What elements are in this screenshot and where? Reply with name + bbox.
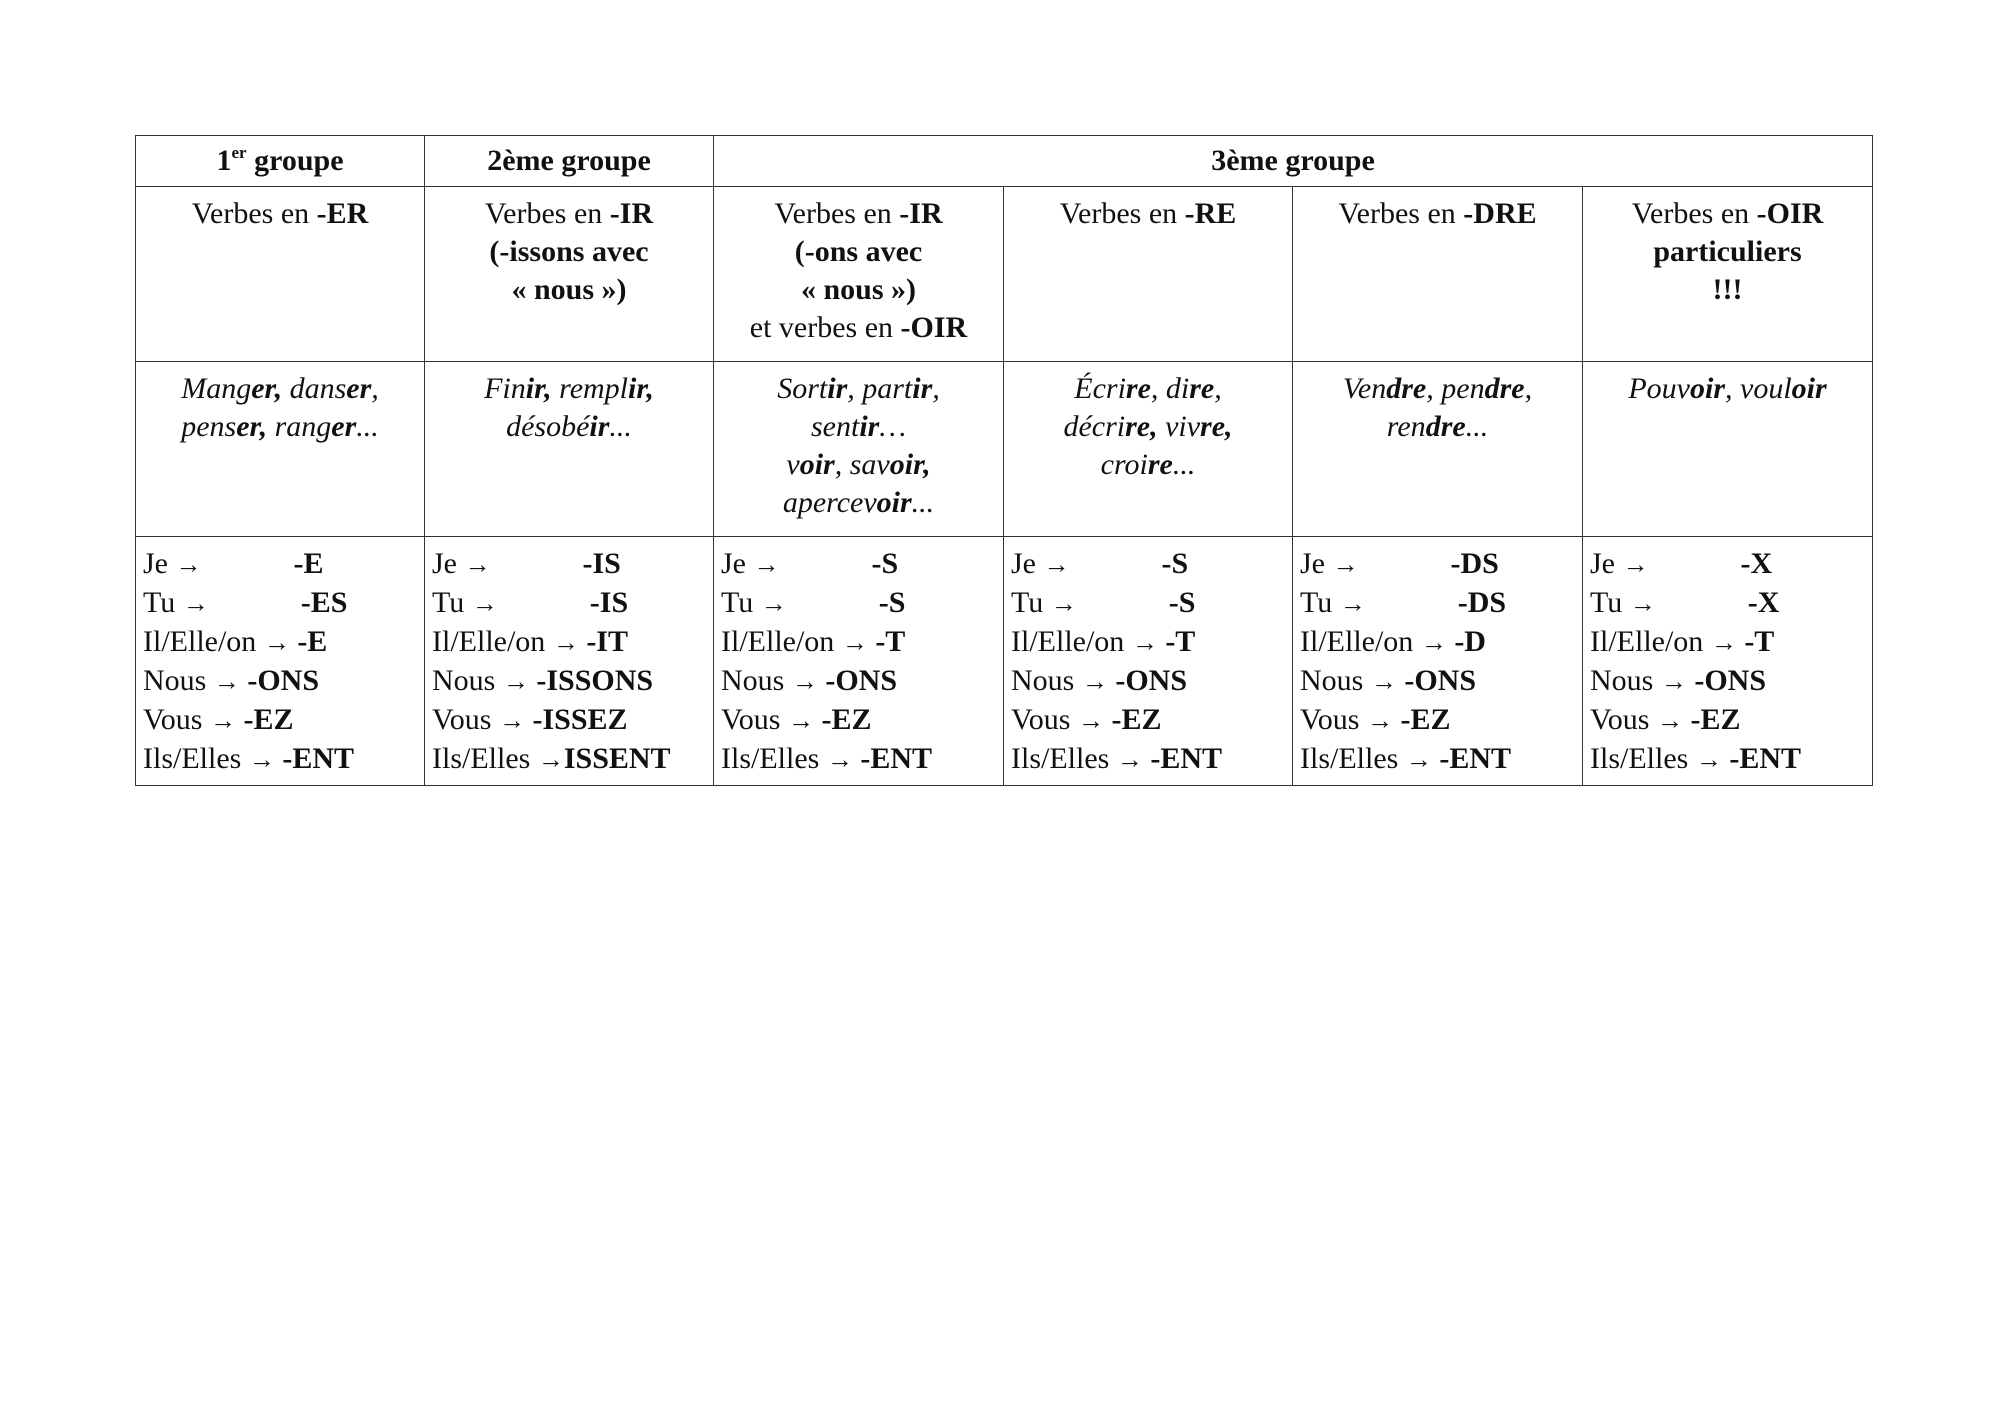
ending-line [1300,662,1582,701]
pronoun: Nous [143,664,207,697]
bold-segment: re [1147,448,1173,481]
ending-line [432,545,713,584]
arrow-icon: → [1405,745,1432,774]
verb-type-cell [1583,187,1873,362]
example-verbs-line [1293,408,1582,446]
verb-type-row [136,187,1873,362]
ending-line [143,740,424,779]
ending-line [721,623,1003,662]
text-segment: … [879,410,907,443]
ending-line [143,545,424,584]
verb-type-line [136,195,424,233]
text-segment: Fin [484,372,526,405]
ending-line [721,701,1003,740]
arrow-icon: → [760,589,787,618]
text-segment: viv [1157,410,1201,443]
ending-suffix: -ISSONS [536,664,654,697]
verb-type-cell [136,187,425,362]
bold-segment: oir [1791,372,1827,405]
pronoun: Il/Elle/on [1011,625,1125,658]
arrow-icon: → [537,745,564,774]
ending-suffix: -ES [300,586,348,619]
pronoun: Ils/Elles [143,742,242,775]
text-segment: rang [267,410,332,443]
pronoun: Il/Elle/on [1590,625,1704,658]
text-segment: ... [1172,448,1196,481]
pronoun: Vous [432,703,492,736]
bold-segment: ir [859,410,880,443]
bold-segment: particuliers [1653,235,1802,268]
ending-suffix: -ONS [1694,664,1767,697]
pronoun: Ils/Elles [1011,742,1110,775]
bold-segment: er, [251,372,283,405]
example-verbs-line [1293,370,1582,408]
text-segment: Verbes en [1338,197,1464,230]
text-segment: , pen [1426,372,1485,405]
arrow-icon: → [1622,550,1649,579]
bold-segment: (-ons avec [794,235,923,268]
text-segment: croi [1100,448,1148,481]
verb-type-line [714,233,1003,271]
pronoun: Il/Elle/on [432,625,546,658]
verb-type-cell [1004,187,1293,362]
bold-segment: er [331,410,357,443]
endings-cell [1583,537,1873,786]
arrow-icon: → [1366,706,1393,735]
pronoun: Je [1590,547,1615,580]
text-segment: , sav [834,448,890,481]
example-verbs-cell [425,362,714,537]
ending-suffix: -EZ [1400,703,1451,736]
pronoun: Ils/Elles [432,742,531,775]
ending-suffix: -T [875,625,906,658]
text-segment: Verbes en [1059,197,1185,230]
bold-segment: oir, [889,448,931,481]
text-segment: , [1524,372,1533,405]
ending-suffix: -S [878,586,906,619]
ending-line [721,584,1003,623]
example-verbs-cell [1004,362,1293,537]
text-segment: Pouv [1628,372,1690,405]
pronoun: Ils/Elles [1590,742,1689,775]
pronoun: Je [432,547,457,580]
arrow-icon: → [1131,628,1158,657]
pronoun: Vous [721,703,781,736]
text-segment: , [1214,372,1222,405]
example-verbs-line [425,408,713,446]
arrow-icon: → [1043,550,1070,579]
text-segment: ... [1465,410,1489,443]
bold-segment: « nous ») [511,273,627,306]
text-segment: Mang [181,372,252,405]
verb-type-cell [714,187,1004,362]
ending-line [721,740,1003,779]
bold-segment: ir, [525,372,552,405]
text-segment: Écri [1074,372,1126,405]
ending-suffix: -EZ [243,703,294,736]
example-verbs-cell [1583,362,1873,537]
bold-segment: re, [1125,410,1158,443]
text-segment: , [932,372,940,405]
arrow-icon: → [209,706,236,735]
arrow-icon: → [753,550,780,579]
example-verbs-line [1004,370,1292,408]
bold-segment: -IR [609,197,654,230]
header-group-1 [136,136,425,187]
text-segment: Ven [1342,372,1387,405]
arrow-icon: → [182,589,209,618]
arrow-icon: → [1339,589,1366,618]
ending-line [1590,701,1872,740]
verb-type-cell [1293,187,1583,362]
pronoun: Tu [143,586,176,619]
arrow-icon: → [1710,628,1737,657]
header-group-1-superscript: er [231,143,247,162]
example-verbs-line [425,370,713,408]
header-group-1-word: groupe [246,144,344,177]
bold-segment: -IR [899,197,943,230]
ending-suffix: -E [293,547,324,580]
examples-row [136,362,1873,537]
ending-suffix: -ONS [247,664,320,697]
arrow-icon: → [1081,667,1108,696]
endings-cell [714,537,1004,786]
bold-segment: -OIR [1756,197,1824,230]
bold-segment: oir [799,448,835,481]
bold-segment: er [346,372,372,405]
endings-cell [1004,537,1293,786]
bold-segment: dre [1386,372,1427,405]
arrow-icon: → [552,628,579,657]
pronoun: Je [1011,547,1036,580]
pronoun: Ils/Elles [1300,742,1399,775]
ending-suffix: -ISSEZ [532,703,628,736]
verb-type-cell [425,187,714,362]
bold-segment: « nous ») [800,273,917,306]
ending-line [1011,701,1292,740]
verb-type-line [425,233,713,271]
bold-segment: ir [827,372,848,405]
text-segment: décri [1063,410,1126,443]
bold-segment: er, [236,410,268,443]
example-verbs-cell [714,362,1004,537]
ending-suffix: -ENT [1439,742,1512,775]
header-group-2: 2ème groupe [425,136,714,187]
arrow-icon: → [1116,745,1143,774]
ending-line [721,662,1003,701]
ending-line [1011,545,1292,584]
ending-line [1011,740,1292,779]
example-verbs-cell [1293,362,1583,537]
text-segment: Sort [777,372,828,405]
text-segment: ... [356,410,379,443]
arrow-icon: → [471,589,498,618]
text-segment: dans [282,372,347,405]
ending-line [143,701,424,740]
pronoun: Vous [1011,703,1071,736]
arrow-icon: → [498,706,525,735]
pronoun: Vous [1590,703,1650,736]
ending-line [143,623,424,662]
verb-type-line [425,271,713,309]
arrow-icon: → [263,628,290,657]
bold-segment: ir, [628,372,654,405]
text-segment: sent [810,410,860,443]
bold-segment: -DRE [1463,197,1537,230]
ending-line [1590,740,1872,779]
arrow-icon: → [826,745,853,774]
arrow-icon: → [464,550,491,579]
ending-suffix: -ONS [825,664,898,697]
pronoun: Je [143,547,168,580]
pronoun: Je [1300,547,1325,580]
ending-line [143,584,424,623]
ending-suffix: -EZ [1111,703,1162,736]
ending-line [432,740,713,779]
ending-suffix: -EZ [1690,703,1741,736]
ending-line [1300,545,1582,584]
example-verbs-line [1004,408,1292,446]
ending-suffix: -T [1744,625,1775,658]
ending-suffix: -DS [1450,547,1499,580]
pronoun: Je [721,547,746,580]
endings-cell [425,537,714,786]
ending-suffix: -DS [1457,586,1507,619]
ending-suffix: -IT [586,625,628,658]
verb-type-line [1004,195,1292,233]
pronoun: Tu [1590,586,1623,619]
example-verbs-line [136,370,424,408]
bold-segment: -ER [316,197,369,230]
arrow-icon: → [791,667,818,696]
text-segment: Verbes en [1631,197,1757,230]
pronoun: Nous [721,664,785,697]
bold-segment: dre [1425,410,1466,443]
arrow-icon: → [248,745,275,774]
text-segment: Verbes en [484,197,610,230]
example-verbs-line [714,370,1003,408]
group-header-row [136,136,1873,187]
arrow-icon: → [213,667,240,696]
pronoun: Tu [432,586,465,619]
arrow-icon: → [502,667,529,696]
ending-suffix: -D [1454,625,1486,658]
pronoun: Tu [721,586,754,619]
ending-line [1011,662,1292,701]
bold-segment: ir [589,410,610,443]
bold-segment: -OIR [900,311,968,344]
ending-suffix: -S [871,547,899,580]
verb-type-line [1583,271,1872,309]
ending-line [1300,623,1582,662]
ending-suffix: -ENT [282,742,355,775]
text-segment: v [786,448,800,481]
conjugation-table [135,135,1873,786]
ending-line [1011,584,1292,623]
pronoun: Il/Elle/on [143,625,257,658]
endings-cell [1293,537,1583,786]
ending-line [143,662,424,701]
bold-segment: (-issons avec [489,235,649,268]
verb-type-line [714,271,1003,309]
arrow-icon: → [1332,550,1359,579]
pronoun: Il/Elle/on [1300,625,1414,658]
verb-type-line [714,309,1003,347]
arrow-icon: → [1050,589,1077,618]
ending-line [1011,623,1292,662]
ending-line [432,584,713,623]
text-segment: , part [847,372,913,405]
ending-line [1590,545,1872,584]
arrow-icon: → [1370,667,1397,696]
text-segment: ... [609,410,632,443]
ending-suffix: -S [1168,586,1196,619]
ending-line [1300,740,1582,779]
ending-suffix: -ENT [1729,742,1802,775]
ending-suffix: -ONS [1115,664,1188,697]
ending-suffix: -IS [589,586,629,619]
ending-suffix: -S [1161,547,1189,580]
arrow-icon: → [1077,706,1104,735]
pronoun: Ils/Elles [721,742,820,775]
ending-line [1300,701,1582,740]
ending-line [432,662,713,701]
endings-cell [136,537,425,786]
arrow-icon: → [1629,589,1656,618]
arrow-icon: → [1420,628,1447,657]
bold-segment: dre [1484,372,1525,405]
arrow-icon: → [175,550,202,579]
bold-segment: re [1125,372,1151,405]
example-verbs-line [714,446,1003,484]
bold-segment: oir [1689,372,1725,405]
ending-line [1590,623,1872,662]
pronoun: Nous [1590,664,1654,697]
ending-suffix: -ONS [1404,664,1477,697]
ending-line [432,623,713,662]
ending-suffix: -ENT [860,742,933,775]
text-segment: , [371,372,379,405]
text-segment: rempl [551,372,629,405]
ending-suffix: -IS [582,547,621,580]
ending-line [432,701,713,740]
ending-suffix: -T [1165,625,1196,658]
ending-line [721,545,1003,584]
example-verbs-cell [136,362,425,537]
example-verbs-line [714,408,1003,446]
arrow-icon: → [1656,706,1683,735]
ending-suffix: -E [297,625,328,658]
pronoun: Il/Elle/on [721,625,835,658]
text-segment: et verbes en [749,311,901,344]
text-segment: ... [911,486,935,519]
ending-line [1590,662,1872,701]
bold-segment: re, [1200,410,1233,443]
text-segment: , di [1150,372,1190,405]
bold-segment: re [1189,372,1215,405]
pronoun: Nous [432,664,496,697]
header-group-1-number: 1 [216,144,232,177]
pronoun: Nous [1011,664,1075,697]
example-verbs-line [1583,370,1872,408]
bold-segment: oir [876,486,912,519]
verb-type-line [1293,195,1582,233]
ending-line [1590,584,1872,623]
ending-suffix: -X [1740,547,1773,580]
ending-suffix: -ENT [1150,742,1223,775]
text-segment: Verbes en [774,197,900,230]
text-segment: Verbes en [191,197,317,230]
ending-suffix: -X [1747,586,1780,619]
verb-type-line [425,195,713,233]
arrow-icon: → [1695,745,1722,774]
bold-segment: ir [912,372,933,405]
endings-row [136,537,1873,786]
header-group-3: 3ème groupe [714,136,1873,187]
arrow-icon: → [841,628,868,657]
bold-segment: !!! [1712,273,1743,306]
bold-segment: -RE [1184,197,1237,230]
text-segment: ren [1386,410,1426,443]
ending-line [1300,584,1582,623]
arrow-icon: → [1660,667,1687,696]
pronoun: Vous [143,703,203,736]
example-verbs-line [714,484,1003,522]
verb-type-line [1583,233,1872,271]
text-segment: pens [181,410,237,443]
arrow-icon: → [787,706,814,735]
text-segment: , voul [1725,372,1792,405]
pronoun: Vous [1300,703,1360,736]
pronoun: Tu [1300,586,1333,619]
text-segment: désobé [506,410,590,443]
pronoun: Tu [1011,586,1044,619]
verb-type-line [1583,195,1872,233]
verb-type-line [714,195,1003,233]
example-verbs-line [1004,446,1292,484]
ending-suffix: ISSENT [563,742,671,775]
text-segment: apercev [782,486,877,519]
pronoun: Nous [1300,664,1364,697]
example-verbs-line [136,408,424,446]
ending-suffix: -EZ [821,703,872,736]
